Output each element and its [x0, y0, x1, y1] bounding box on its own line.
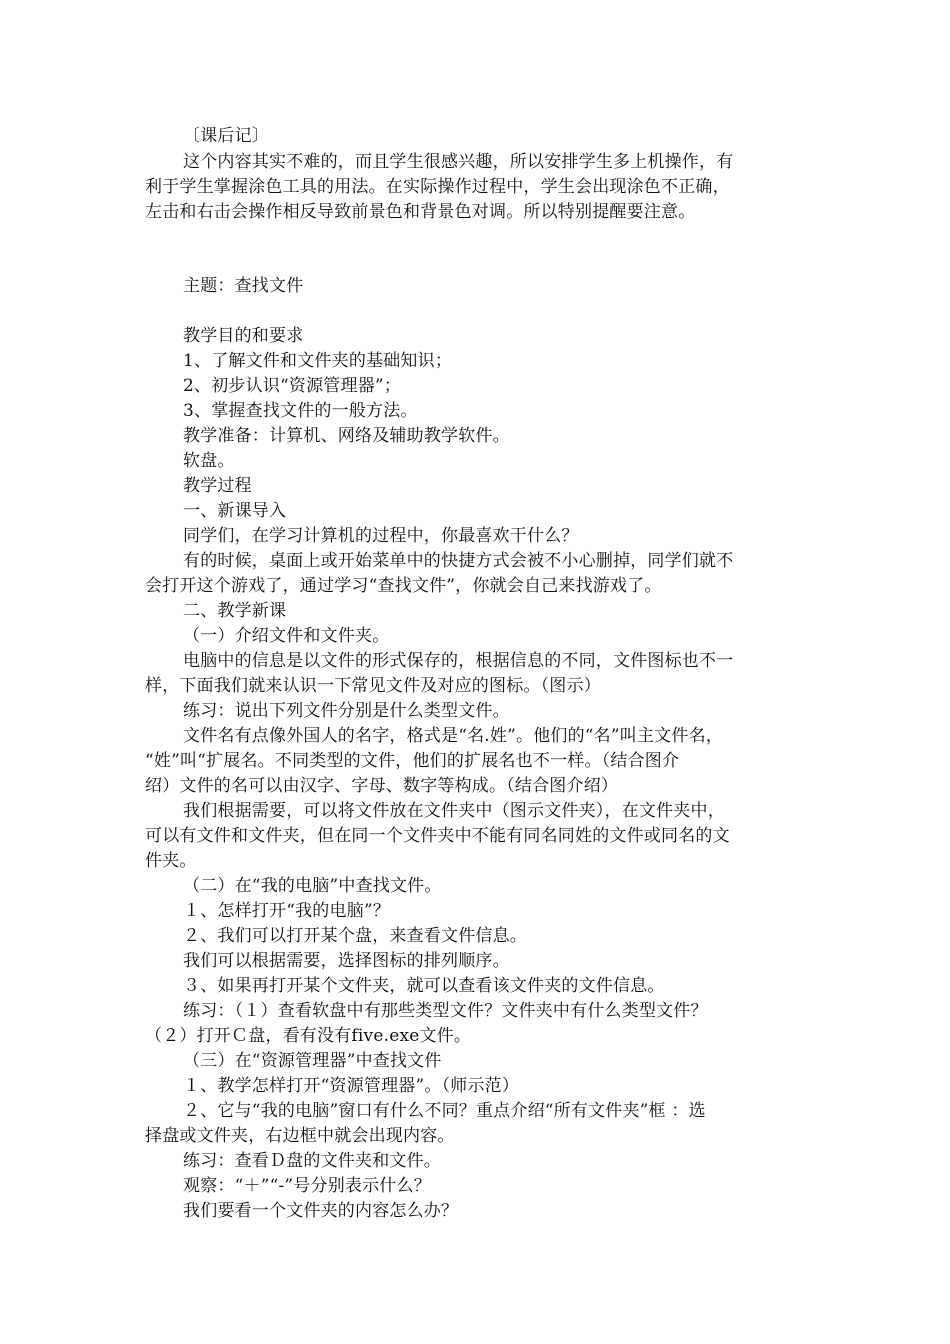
section-1-paragraph-1: 同学们，在学习计算机的过程中，你最喜欢干什么？: [183, 526, 579, 546]
part-3-heading: （三）在“资源管理器”中查找文件: [183, 1051, 442, 1071]
part-1-heading: （一）介绍文件和文件夹。: [183, 626, 390, 646]
part-1-paragraph-3: 可以有文件和文件夹，但在同一个文件夹中不能有同名同姓的文件或同名的文: [145, 826, 730, 846]
part-3-item-2: ２、它与“我的电脑”窗口有什么不同？重点介绍“所有文件夹”框 ：选: [183, 1101, 706, 1121]
section-1-paragraph-2: 有的时候，桌面上或开始菜单中的快捷方式会被不小心删掉，同学们就不: [183, 551, 734, 571]
preparation: 教学准备：计算机、网络及辅助教学软件。: [183, 426, 510, 446]
reflection-line-2: 利于学生掌握涂色工具的用法。在实际操作过程中，学生会出现涂色不正确，: [145, 177, 730, 197]
part-1-paragraph-2: 文件名有点像外国人的名字，格式是“名.姓”。他们的“名”叫主文件名，: [183, 726, 723, 746]
process-heading: 教学过程: [183, 476, 252, 496]
part-2-item-2: ２、我们可以打开某个盘，来查看文件信息。: [183, 926, 527, 946]
part-3-question: 我们要看一个文件夹的内容怎么办？: [183, 1201, 459, 1221]
goal-item: 3、掌握查找文件的一般方法。: [183, 401, 418, 421]
part-2-item-2b: 我们可以根据需要，选择图标的排列顺序。: [183, 951, 510, 971]
topic-title: 主题：查找文件: [183, 276, 304, 296]
part-1-paragraph-3: 件夹。: [145, 851, 197, 871]
reflection-line-3: 左击和右击会操作相反导致前景色和背景色对调。所以特别提醒要注意。: [145, 202, 696, 222]
section-1-paragraph-2: 会打开这个游戏了，通过学习“查找文件”，你就会自己来找游戏了。: [145, 576, 662, 596]
part-2-exercise: （２）打开Ｃ盘，看有没有five.exe文件。: [145, 1026, 472, 1046]
part-2-exercise: 练习：（１）查看软盘中有那些类型文件？文件夹中有什么类型文件？: [183, 1001, 708, 1021]
part-2-item-3: ３、如果再打开某个文件夹，就可以查看该文件夹的文件信息。: [183, 976, 665, 996]
header-note: 〔课后记〕: [183, 126, 269, 146]
part-1-paragraph-1: 样，下面我们就来认识一下常见文件及对应的图标。（图示）: [145, 676, 601, 696]
part-2-heading: （二）在“我的电脑”中查找文件。: [183, 876, 442, 896]
part-3-item-1: １、教学怎样打开“资源管理器”。（师示范）: [183, 1076, 520, 1096]
reflection-line-1: 这个内容其实不难的，而且学生很感兴趣，所以安排学生多上机操作，有: [183, 152, 734, 172]
part-1-paragraph-2: 绍）文件的名可以由汉字、字母、数字等构成。（结合图介绍）: [145, 776, 619, 796]
goals-heading: 教学目的和要求: [183, 326, 304, 346]
goal-item: 2、初步认识“资源管理器”；: [183, 376, 401, 396]
part-1-exercise: 练习：说出下列文件分别是什么类型文件。: [183, 701, 510, 721]
part-1-paragraph-3: 我们根据需要，可以将文件放在文件夹中（图示文件夹），在文件夹中，: [183, 801, 725, 821]
part-1-paragraph-2: “姓”叫“扩展名。不同类型的文件，他们的扩展名也不一样。（结合图介: [145, 751, 680, 771]
section-1-heading: 一、新课导入: [183, 501, 287, 521]
goal-item: 1、了解文件和文件夹的基础知识；: [183, 351, 453, 371]
part-3-exercise: 练习：查看Ｄ盘的文件夹和文件。: [183, 1151, 441, 1171]
part-3-observation: 观察：“＋”“-”号分别表示什么？: [183, 1176, 431, 1196]
preparation-2: 软盘。: [183, 451, 235, 471]
part-3-item-2: 择盘或文件夹，右边框中就会出现内容。: [145, 1126, 455, 1146]
section-2-heading: 二、教学新课: [183, 601, 287, 621]
part-2-item-1: １、怎样打开“我的电脑”？: [183, 901, 390, 921]
part-1-paragraph-1: 电脑中的信息是以文件的形式保存的，根据信息的不同，文件图标也不一: [183, 651, 734, 671]
